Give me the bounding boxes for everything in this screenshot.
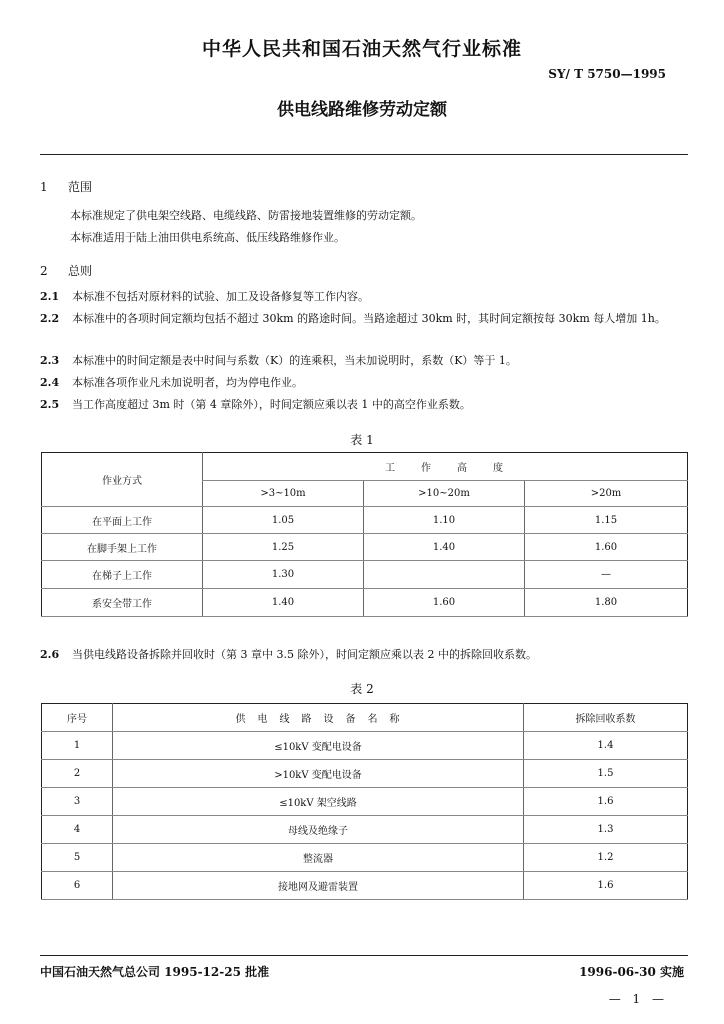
coefficient-cell: 1.60 [525, 534, 688, 561]
section-title: 总则 [68, 264, 93, 278]
equipment-name-cell: ≤10kV 变配电设备 [113, 732, 524, 760]
standard-code: SY/ T 5750—1995 [548, 67, 666, 81]
coefficient-cell: 1.6 [524, 788, 688, 816]
clause-number: 2.3 [40, 354, 60, 367]
method-column-header: 作业方式 [42, 453, 203, 507]
table-row [42, 816, 688, 844]
coefficient-cell: 1.40 [203, 589, 364, 617]
clause-item [40, 309, 688, 329]
clause-text: 当供电线路设备拆除并回收时（第 3 章中 3.5 除外），时间定额应乘以表 2 中的拆除回收系数。 [72, 648, 537, 661]
table-row [42, 844, 688, 872]
clause-number: 2.6 [40, 648, 60, 661]
coefficient-cell: 1.05 [203, 507, 364, 534]
table-2-caption: 表 2 [350, 682, 374, 696]
method-cell: 在梯子上工作 [42, 561, 203, 589]
coefficient-cell: 1.2 [524, 844, 688, 872]
sequence-cell: 2 [42, 760, 113, 788]
clause-number: 2.4 [40, 376, 60, 389]
coefficient-cell: 1.40 [364, 534, 525, 561]
footer-divider [40, 955, 688, 956]
clause-item [40, 645, 690, 665]
equipment-name-cell: >10kV 变配电设备 [113, 760, 524, 788]
table-1-caption: 表 1 [350, 433, 374, 447]
clause-item [40, 395, 690, 415]
coefficient-cell: 1.25 [203, 534, 364, 561]
sequence-cell: 3 [42, 788, 113, 816]
section-number: 2 [40, 264, 48, 278]
coefficient-cell: 1.5 [524, 760, 688, 788]
method-cell: 在脚手架上工作 [42, 534, 203, 561]
section-1-heading [40, 178, 92, 195]
clause-text: 本标准中的时间定额是表中时间与系数（K）的连乘积，当未加说明时，系数（K）等于 1。 [72, 354, 517, 367]
equipment-name-cell: 接地网及避雷装置 [113, 872, 524, 900]
removal-coefficient-table [41, 703, 688, 900]
clause-number: 2.1 [40, 290, 60, 303]
coefficient-cell: 1.3 [524, 816, 688, 844]
document-title: 供电线路维修劳动定额 [277, 100, 447, 120]
clause-text: 本标准中的各项时间定额均包括不超过 30km 的路途时间。当路途超过 30km 时，其时间定额按每 30km 每人增加 1h。 [72, 312, 666, 325]
clause-text: 本标准不包括对原材料的试验、加工及设备修复等工作内容。 [72, 290, 369, 303]
section-title: 范围 [68, 180, 93, 194]
clause-item [40, 287, 690, 307]
table-row [42, 732, 688, 760]
equipment-name-cell: 母线及绝缘子 [113, 816, 524, 844]
coefficient-cell: 1.60 [364, 589, 525, 617]
section-number: 1 [40, 180, 48, 194]
clause-number: 2.2 [40, 312, 60, 325]
table-row [42, 760, 688, 788]
equipment-name-column-header: 供 电 线 路 设 备 名 称 [113, 704, 524, 732]
coefficient-column-header: 拆除回收系数 [524, 704, 688, 732]
coefficient-cell: 1.6 [524, 872, 688, 900]
coefficient-cell [364, 561, 525, 589]
coefficient-cell: 1.4 [524, 732, 688, 760]
section-1-paragraph: 本标准规定了供电架空线路、电缆线路、防雷接地装置维修的劳动定额。 [70, 209, 422, 222]
equipment-name-cell: ≤10kV 架空线路 [113, 788, 524, 816]
clause-item [40, 373, 690, 393]
sequence-cell: 5 [42, 844, 113, 872]
coefficient-cell: 1.30 [203, 561, 364, 589]
title-divider [40, 154, 688, 155]
table-row [42, 589, 688, 617]
approval-line: 中国石油天然气总公司 1995-12-25 批准 [40, 965, 270, 979]
sequence-column-header: 序号 [42, 704, 113, 732]
method-cell: 在平面上工作 [42, 507, 203, 534]
coefficient-cell: 1.10 [364, 507, 525, 534]
coefficient-cell: — [525, 561, 688, 589]
table-row [42, 788, 688, 816]
sequence-cell: 4 [42, 816, 113, 844]
sequence-cell: 6 [42, 872, 113, 900]
table-row [42, 507, 688, 534]
section-1-paragraph: 本标准适用于陆上油田供电系统高、低压线路维修作业。 [70, 231, 345, 244]
clause-text: 本标准各项作业凡未加说明者，均为停电作业。 [72, 376, 303, 389]
height-column-group-header: 工 作 高 度 [203, 453, 688, 481]
method-cell: 系安全带工作 [42, 589, 203, 617]
height-column-header: >3~10m [203, 481, 364, 507]
clause-number: 2.5 [40, 398, 60, 411]
coefficient-cell: 1.80 [525, 589, 688, 617]
table-row [42, 872, 688, 900]
coefficient-cell: 1.15 [525, 507, 688, 534]
clause-text: 当工作高度超过 3m 时（第 4 章除外），时间定额应乘以表 1 中的高空作业系数。 [72, 398, 471, 411]
height-coefficient-table [41, 452, 688, 617]
clause-item [40, 351, 690, 371]
section-2-heading [40, 262, 92, 279]
table-row [42, 534, 688, 561]
sequence-cell: 1 [42, 732, 113, 760]
height-column-header: >20m [525, 481, 688, 507]
height-column-header: >10~20m [364, 481, 525, 507]
effective-date: 1996-06-30 实施 [579, 965, 684, 979]
table-row [42, 561, 688, 589]
page-number: — 1 — [608, 992, 668, 1006]
standard-category-heading: 中华人民共和国石油天然气行业标准 [201, 38, 522, 60]
equipment-name-cell: 整流器 [113, 844, 524, 872]
